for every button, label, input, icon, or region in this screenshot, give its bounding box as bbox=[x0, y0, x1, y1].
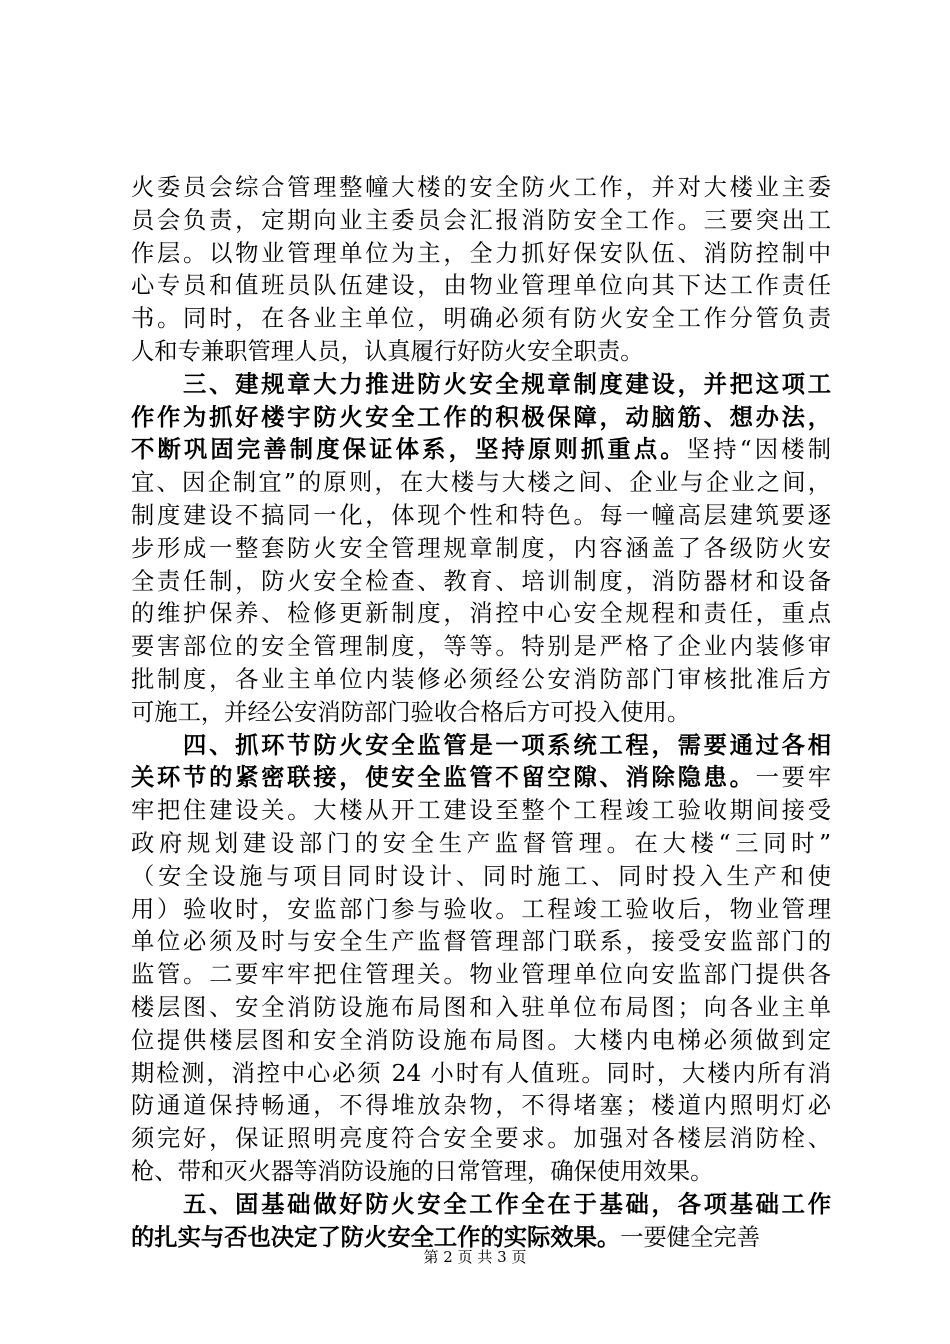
bold-text-run: 的扎实与否也决定了防火安全工作的实际效果。 bbox=[131, 1223, 621, 1251]
text-run: 可施工，并经公安消防部门验收合格后方可投入使用。 bbox=[131, 698, 691, 726]
page-number-label: 第 2 页 共 3 页 bbox=[423, 1248, 527, 1266]
text-line bbox=[131, 205, 831, 238]
text-run: 须完好，保证照明亮度符合安全要求。加强对各楼层消防栓、 bbox=[131, 1125, 831, 1153]
bold-text-run: 四、抓环节防火安全监管是一项系统工程，需要通过各相 bbox=[131, 731, 831, 759]
text-line bbox=[131, 303, 831, 336]
text-line bbox=[131, 894, 831, 927]
text-line bbox=[131, 172, 831, 205]
text-run: 人和专兼职管理人员，认真履行好防火安全职责。 bbox=[131, 337, 644, 365]
paragraph-p4 bbox=[131, 1189, 831, 1255]
bold-text-run: 三、建规章大力推进防火安全规章制度建设，并把这项工 bbox=[131, 370, 831, 398]
text-line bbox=[131, 500, 831, 533]
bold-text-run: 作作为抓好楼宇防火安全工作的积极保障，动脑筋、想办法， bbox=[131, 403, 831, 431]
text-line bbox=[131, 270, 831, 303]
text-line bbox=[131, 795, 831, 828]
text-line bbox=[131, 992, 831, 1025]
text-run: 的维护保养、检修更新制度，消控中心安全规程和责任，重点 bbox=[131, 600, 831, 628]
paragraph-p2 bbox=[131, 369, 831, 730]
text-line bbox=[131, 926, 831, 959]
text-line bbox=[131, 238, 831, 271]
text-line bbox=[131, 402, 831, 435]
text-line bbox=[131, 1058, 831, 1091]
text-run: 制度建设不搞同一化，体现个性和特色。每一幢高层建筑要逐 bbox=[131, 501, 831, 529]
text-run: 要害部位的安全管理制度，等等。特别是严格了企业内装修审 bbox=[131, 633, 831, 661]
text-run: （安全设施与项目同时设计、同时施工、同时投入生产和使 bbox=[131, 862, 831, 890]
text-run: 一要牢 bbox=[755, 764, 832, 792]
page-footer bbox=[0, 1247, 950, 1267]
text-run: 步形成一整套防火安全管理规章制度，内容涵盖了各级防火安 bbox=[131, 534, 831, 562]
bold-text-run: 不断巩固完善制度保证体系，坚持原则抓重点。 bbox=[131, 436, 687, 464]
text-run: 牢把住建设关。大楼从开工建设至整个工程竣工验收期间接受 bbox=[131, 797, 831, 825]
text-line bbox=[131, 762, 831, 795]
bold-text-run: 五、固基础做好防火安全工作全在于基础，各项基础工作 bbox=[131, 1190, 831, 1218]
text-line bbox=[131, 631, 831, 664]
text-line bbox=[131, 434, 831, 467]
text-line bbox=[131, 467, 831, 500]
text-run: 监管。二要牢牢把住管理关。物业管理单位向安监部门提供各 bbox=[131, 961, 831, 989]
text-run: 批制度，各业主单位内装修必须经公安消防部门审核批准后方 bbox=[131, 665, 831, 693]
paragraph-p3 bbox=[131, 730, 831, 1189]
text-line bbox=[131, 369, 831, 402]
paragraph-p1 bbox=[131, 172, 831, 369]
text-run: 坚持“因楼制 bbox=[686, 436, 831, 464]
text-run: 单位必须及时与安全生产监督管理部门联系，接受安监部门的 bbox=[131, 928, 831, 956]
text-line bbox=[131, 1090, 831, 1123]
text-run: 一要健全完善 bbox=[620, 1223, 761, 1251]
text-run: 位提供楼层图和安全消防设施布局图。大楼内电梯必须做到定 bbox=[131, 1026, 831, 1054]
text-line bbox=[131, 1025, 831, 1058]
text-run: 员会负责，定期向业主委员会汇报消防安全工作。三要突出工 bbox=[131, 206, 831, 234]
text-run: 枪、带和灭火器等消防设施的日常管理，确保使用效果。 bbox=[131, 1157, 714, 1185]
text-run: 全责任制，防火安全检查、教育、培训制度，消防器材和设备 bbox=[131, 567, 831, 595]
text-run: 楼层图、安全消防设施布局图和入驻单位布局图；向各业主单 bbox=[131, 993, 831, 1021]
text-run: 心专员和值班员队伍建设，由物业管理单位向其下达工作责任 bbox=[131, 272, 831, 300]
text-run: 防通道保持畅通，不得堆放杂物，不得堵塞；楼道内照明灯必 bbox=[131, 1092, 831, 1120]
text-run: 火委员会综合管理整幢大楼的安全防火工作，并对大楼业主委 bbox=[131, 174, 831, 201]
bold-text-run: 关环节的紧密联接，使安全监管不留空隙、消除隐患。 bbox=[131, 764, 756, 792]
text-line bbox=[131, 1156, 831, 1189]
text-line bbox=[131, 1189, 831, 1222]
text-line bbox=[131, 598, 831, 631]
text-line bbox=[131, 861, 831, 894]
text-run: 作层。以物业管理单位为主，全力抓好保安队伍、消防控制中 bbox=[131, 239, 831, 267]
text-run: 书。同时，在各业主单位，明确必须有防火安全工作分管负责 bbox=[131, 305, 831, 333]
text-run: 期检测，消控中心必须 24 小时有人值班。同时，大楼内所有消 bbox=[131, 1059, 831, 1087]
text-run: 宜、因企制宜”的原则，在大楼与大楼之间、企业与企业之间， bbox=[131, 469, 831, 497]
text-line bbox=[131, 336, 831, 369]
text-line bbox=[131, 697, 831, 730]
text-line bbox=[131, 533, 831, 566]
text-line bbox=[131, 566, 831, 599]
text-line bbox=[131, 828, 831, 861]
text-line bbox=[131, 1123, 831, 1156]
text-run: 政府规划建设部门的安全生产监督管理。在大楼“三同时” bbox=[131, 829, 831, 857]
text-line bbox=[131, 664, 831, 697]
text-line bbox=[131, 730, 831, 763]
body-text bbox=[131, 172, 831, 1254]
text-run: 用）验收时，安监部门参与验收。工程竣工验收后，物业管理 bbox=[131, 895, 831, 923]
text-line bbox=[131, 959, 831, 992]
